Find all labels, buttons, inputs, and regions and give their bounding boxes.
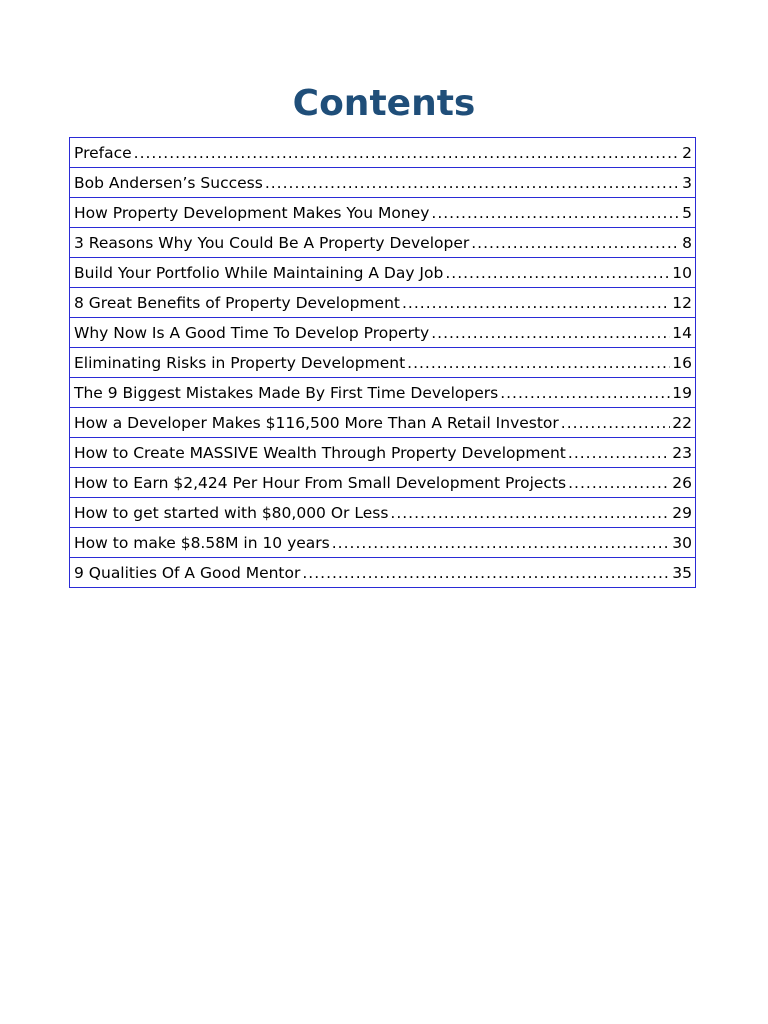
toc-page-number: 23 (672, 443, 692, 462)
toc-entry-make-8-58m[interactable] (69, 528, 696, 558)
toc-entry-bob-andersens-success[interactable] (69, 168, 696, 198)
toc-dot-leader (407, 354, 670, 372)
toc-page-number: 22 (672, 413, 692, 432)
toc-dot-leader (332, 534, 671, 552)
toc-entry-title: How to make $8.58M in 10 years (74, 533, 330, 552)
toc-page-number: 30 (672, 533, 692, 552)
toc-entry-title: Why Now Is A Good Time To Develop Property (74, 323, 430, 342)
toc-entry-title: How to Earn $2,424 Per Hour From Small Development Projects (74, 473, 567, 492)
toc-dot-leader (568, 444, 670, 462)
toc-entry-create-massive-wealth[interactable] (69, 438, 696, 468)
toc-entry-title: How a Developer Makes $116,500 More Than A Retail Investor (74, 413, 559, 432)
toc-entry-title: 8 Great Benefits of Property Development (74, 293, 400, 312)
table-of-contents (69, 137, 696, 588)
toc-entry-title: 9 Qualities Of A Good Mentor (74, 563, 301, 582)
toc-entry-title: How Property Development Makes You Money (74, 203, 430, 222)
toc-entry-title: How to Create MASSIVE Wealth Through Property Development (74, 443, 566, 462)
toc-entry-title: The 9 Biggest Mistakes Made By First Time Developers (74, 383, 499, 402)
toc-page-number: 5 (682, 203, 692, 222)
page-title: Contents (292, 83, 476, 124)
toc-page-number: 14 (672, 323, 692, 342)
toc-entry-preface[interactable] (69, 137, 696, 168)
toc-entry-how-property-development-makes-money[interactable] (69, 198, 696, 228)
toc-dot-leader (265, 174, 680, 192)
toc-entry-3-reasons[interactable] (69, 228, 696, 258)
toc-entry-9-qualities[interactable] (69, 558, 696, 588)
toc-page-number: 2 (682, 143, 692, 162)
toc-page-number: 26 (672, 473, 692, 492)
toc-entry-title: How to get started with $80,000 Or Less (74, 503, 389, 522)
toc-entry-why-now[interactable] (69, 318, 696, 348)
toc-dot-leader (134, 144, 680, 162)
toc-dot-leader (471, 234, 680, 252)
toc-dot-leader (431, 324, 670, 342)
toc-dot-leader (390, 504, 670, 522)
toc-entry-get-started[interactable] (69, 498, 696, 528)
toc-page-number: 10 (672, 263, 692, 282)
toc-entry-earn-per-hour[interactable] (69, 468, 696, 498)
toc-entry-developer-makes-more[interactable] (69, 408, 696, 438)
toc-entry-9-biggest-mistakes[interactable] (69, 378, 696, 408)
toc-entry-title: Bob Andersen’s Success (74, 173, 263, 192)
toc-dot-leader (561, 414, 670, 432)
toc-dot-leader (445, 264, 670, 282)
toc-entry-build-your-portfolio[interactable] (69, 258, 696, 288)
toc-dot-leader (402, 294, 670, 312)
toc-entry-title: Preface (74, 143, 132, 162)
toc-dot-leader (302, 564, 670, 582)
toc-dot-leader (500, 384, 670, 402)
toc-page-number: 3 (682, 173, 692, 192)
toc-page-number: 19 (672, 383, 692, 402)
toc-entry-8-great-benefits[interactable] (69, 288, 696, 318)
toc-dot-leader (431, 204, 680, 222)
toc-page-number: 29 (672, 503, 692, 522)
toc-page-number: 8 (682, 233, 692, 252)
toc-dot-leader (568, 474, 670, 492)
toc-page-number: 16 (672, 353, 692, 372)
toc-page-number: 35 (672, 563, 692, 582)
toc-page-number: 12 (672, 293, 692, 312)
toc-entry-title: Build Your Portfolio While Maintaining A Day Job (74, 263, 444, 282)
toc-entry-title: Eliminating Risks in Property Development (74, 353, 406, 372)
toc-entry-title: 3 Reasons Why You Could Be A Property Developer (74, 233, 470, 252)
toc-entry-eliminating-risks[interactable] (69, 348, 696, 378)
